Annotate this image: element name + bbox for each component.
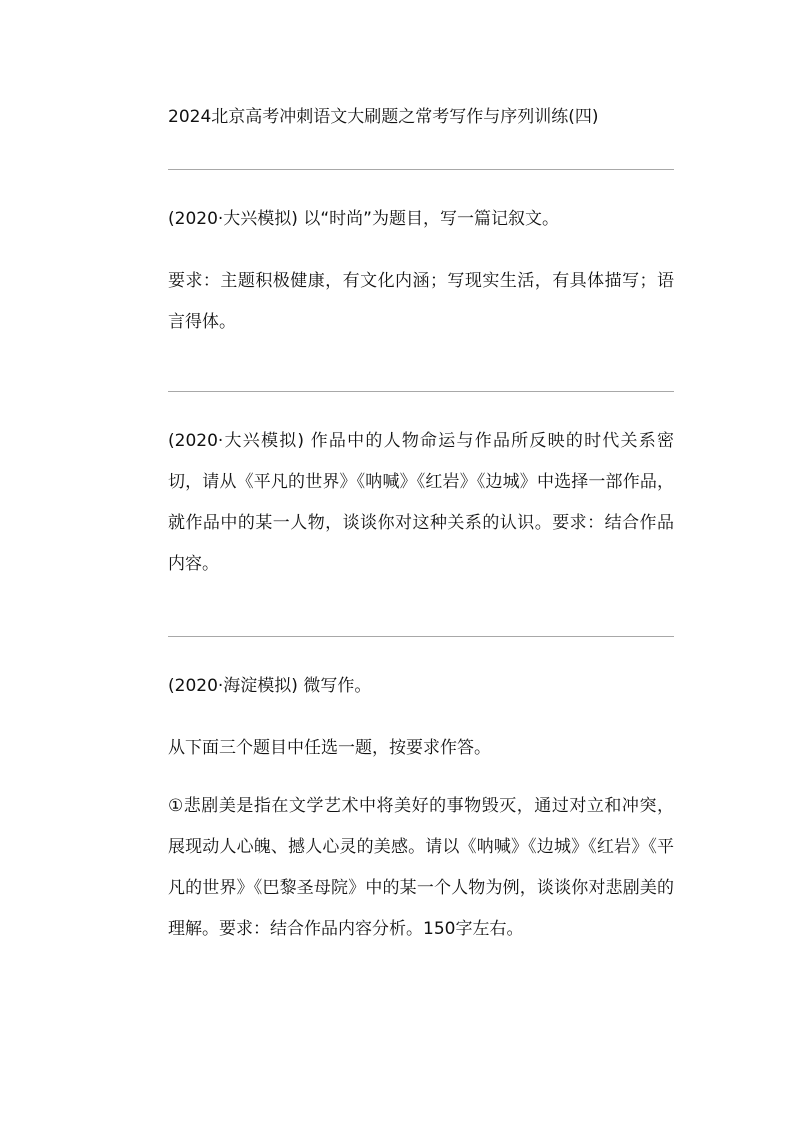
question-3-instructions: 从下面三个题目中任选一题，按要求作答。 — [168, 738, 491, 758]
section-divider-3 — [168, 636, 674, 637]
question-3-prompt: (2020·海淀模拟) 微写作。 — [168, 676, 372, 696]
question-2-prompt: (2020·大兴模拟) 作品中的人物命运与作品所反映的时代关系密切，请从《平凡的世界》《呐喊》《红岩》《边城》中选择一部作品，就作品中的某一人物，谈谈你对这种关系的认识。要求：结合作品内容。 — [168, 431, 674, 574]
question-1-prompt: (2020·大兴模拟) 以“时尚”为题目，写一篇记叙文。 — [168, 209, 559, 229]
section-divider-2 — [168, 391, 674, 392]
question-1-requirements: 要求：主题积极健康，有文化内涵；写现实生活，有具体描写；语言得体。 — [168, 271, 674, 332]
section-divider-1 — [168, 169, 674, 170]
question-3-option-1: ①悲剧美是指在文学艺术中将美好的事物毁灭，通过对立和冲突，展现动人心魄、撼人心灵的美感。请以《呐喊》《边城》《红岩》《平凡的世界》《巴黎圣母院》中的某一个人物为例，谈谈你对悲剧美的理解。要求：结合作品内容分析。150字左右。 — [168, 796, 674, 939]
document-title: 2024北京高考冲刺语文大刷题之常考写作与序列训练(四) — [168, 107, 599, 127]
